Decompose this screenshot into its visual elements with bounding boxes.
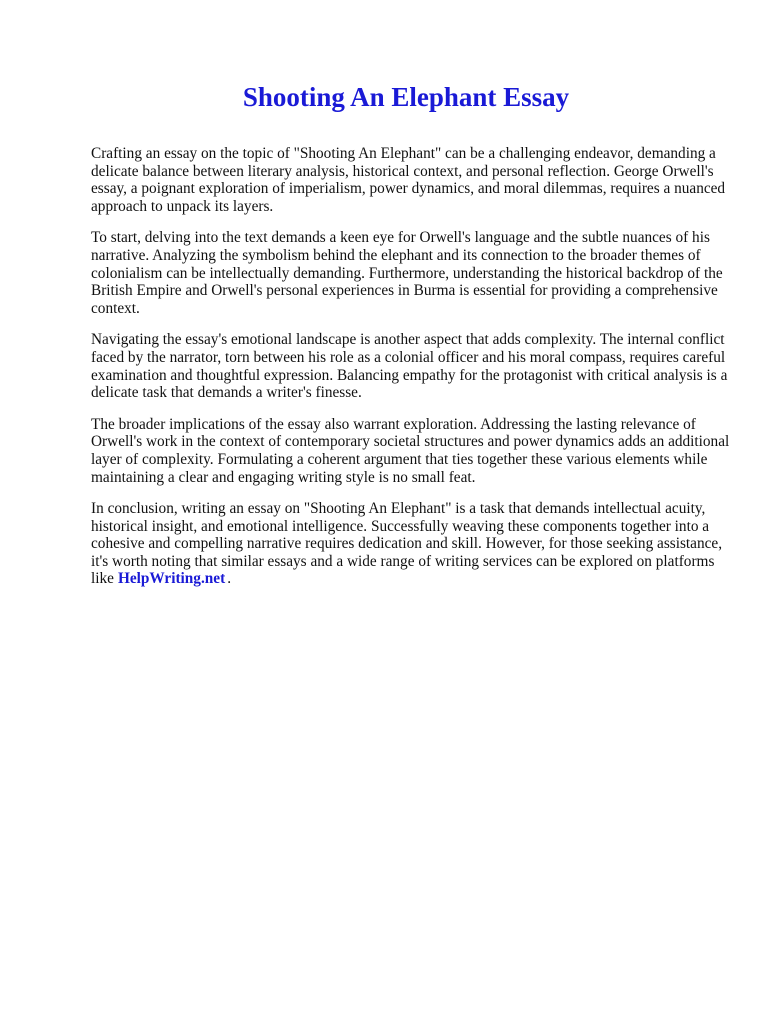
paragraph-conclusion bbox=[91, 500, 731, 588]
helpwriting-link[interactable]: HelpWriting.net bbox=[117, 570, 226, 588]
conclusion-text: In conclusion, writing an essay on "Shooting An Elephant" is a task that demands intellectual acuity, historical insight, and emotional intelligence. Successfully weaving these components together into a cohesive and compelling narrative requires dedication and skill. However, for those seeking assistance, it's worth noting that similar essays and a wide range of writing services can be explored on platforms like bbox=[91, 500, 723, 588]
conclusion-period: . bbox=[227, 570, 232, 588]
paragraph-intro: Crafting an essay on the topic of "Shooting An Elephant" can be a challenging endeavor, demanding a delicate balance between literary analysis, historical context, and personal reflection. George Orwell's essay, a poignant exploration of imperialism, power dynamics, and moral dilemmas, requires a nuanced approach to unpack its layers. bbox=[91, 145, 726, 215]
paragraph-emotional: Navigating the essay's emotional landscape is another aspect that adds complexity. The internal conflict faced by the narrator, torn between his role as a colonial officer and his moral compass, requires careful examination and thoughtful expression. Balancing empathy for the protagonist with critical analysis is a delicate task that demands a writer's finesse. bbox=[91, 331, 728, 402]
essay-body bbox=[91, 145, 731, 602]
paragraph-implications: The broader implications of the essay also warrant exploration. Addressing the lasting relevance of Orwell's work in the context of contemporary societal structures and power dynamics adds an additional layer of complexity. Formulating a coherent argument that ties together these various elements while maintaining a clear and engaging writing style is no small feat. bbox=[91, 415, 730, 486]
paragraph-analysis: To start, delving into the text demands a keen eye for Orwell's language and the subtle nuances of his narrative. Analyzing the symbolism behind the elephant and its connection to the broader themes of colonialism can be intellectually demanding. Furthermore, understanding the historical backdrop of the British Empire and Orwell's personal experiences in Burma is essential for providing a comprehensive context. bbox=[91, 229, 723, 317]
page-title: Shooting An Elephant Essay bbox=[242, 82, 570, 112]
